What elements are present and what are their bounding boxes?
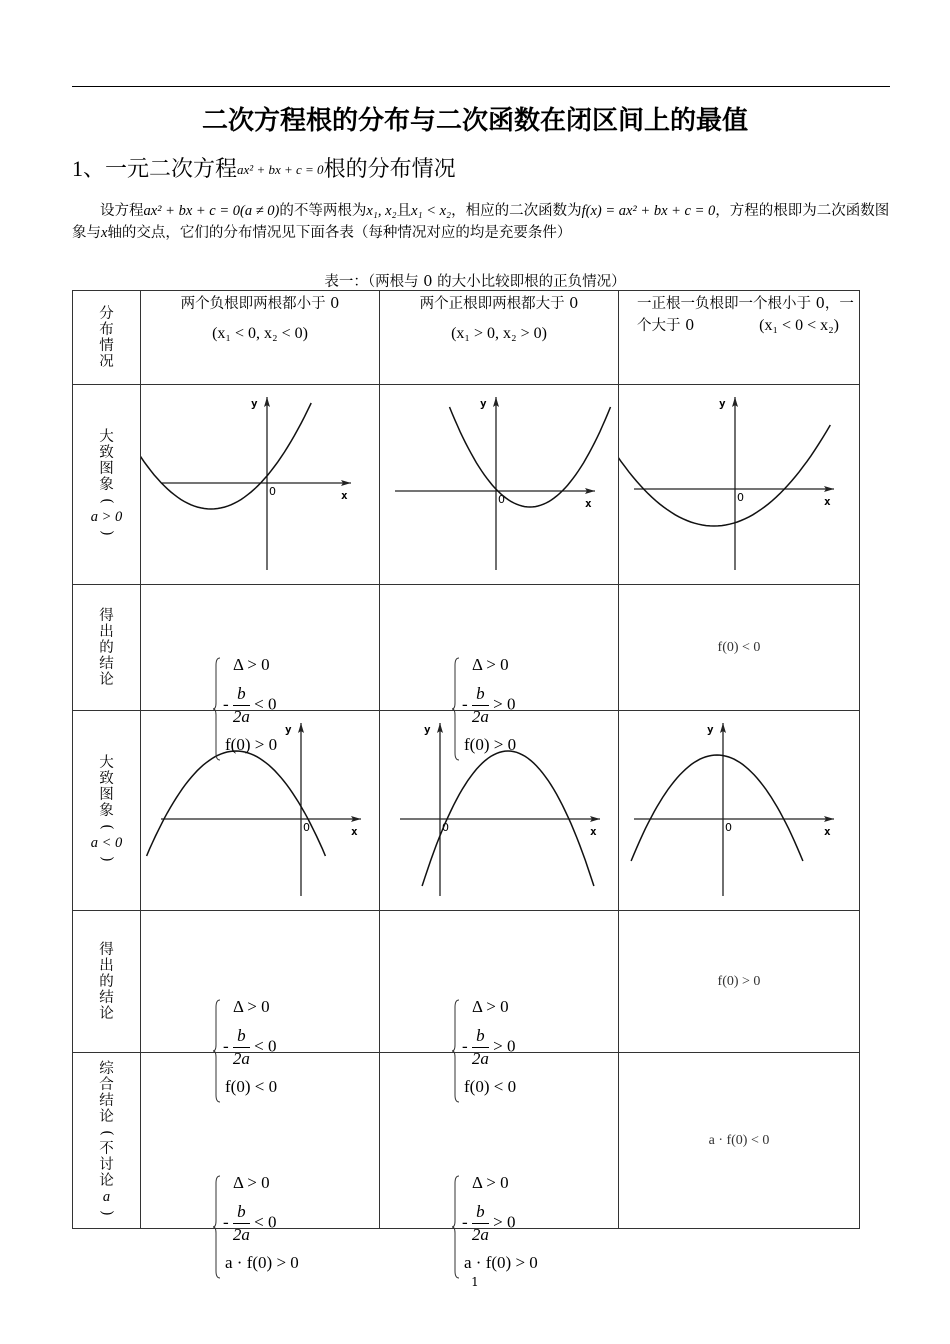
section-text-a: 一元二次方程 bbox=[105, 157, 238, 182]
graph-cell bbox=[380, 385, 619, 585]
row-label-distribution bbox=[73, 291, 141, 385]
header-text: 一正根一负根即一个根小于 0，一个大于 0 bbox=[637, 296, 854, 334]
condition-axis: - $\frac{b}{2a}$ < 0 bbox=[223, 683, 277, 726]
para-equation: ax² + bx + c = 0(a ≠ 0) bbox=[143, 203, 280, 219]
header-math: (x₁ < 0 < x₂) bbox=[759, 317, 839, 334]
condition-f0: f(0) < 0 bbox=[464, 1076, 517, 1096]
condition-f0: a · f(0) > 0 bbox=[464, 1252, 538, 1272]
x-label: x bbox=[590, 825, 597, 838]
combined-cell bbox=[619, 1053, 860, 1229]
row-label-text: 分 布 情 况 bbox=[99, 305, 114, 370]
condition-axis: - $\frac{b}{2a}$ < 0 bbox=[223, 1201, 277, 1244]
graph-cell bbox=[141, 385, 380, 585]
parabola-curve bbox=[147, 751, 326, 856]
parabola-curve bbox=[141, 403, 311, 509]
graph-cell bbox=[619, 385, 860, 585]
condition-axis: - $\frac{b}{2a}$ < 0 bbox=[223, 1025, 277, 1068]
condition-f0: f(0) > 0 bbox=[225, 734, 278, 754]
condition-f0: a · f(0) > 0 bbox=[225, 1252, 299, 1272]
condition-axis: - $\frac{b}{2a}$ > 0 bbox=[462, 683, 516, 726]
row-label-graph-negative bbox=[73, 711, 141, 911]
condition-discriminant: Δ > 0 bbox=[472, 1172, 509, 1192]
brace-icon bbox=[452, 657, 460, 761]
row-label-condition: a > 0 bbox=[90, 508, 123, 525]
page-title: 二次方程根的分布与二次函数在闭区间上的最值 bbox=[201, 106, 748, 136]
row-label-combined bbox=[73, 1053, 141, 1229]
parabola-up-two-negative bbox=[141, 385, 380, 584]
para-text: ，方程的根即为二次函数图象与 bbox=[72, 203, 890, 241]
row-label-conclusion-negative bbox=[73, 911, 141, 1053]
row-label-text: 综 合 结 论 bbox=[99, 1060, 114, 1125]
y-label: y bbox=[285, 723, 292, 736]
y-label: y bbox=[424, 723, 431, 736]
para-text: ，相应的二次函数为 bbox=[451, 203, 582, 219]
para-x: x bbox=[101, 225, 108, 241]
brace-icon bbox=[213, 999, 221, 1103]
page-number: 1 bbox=[471, 1275, 479, 1289]
condition-discriminant: Δ > 0 bbox=[472, 996, 509, 1016]
para-roots: x₁, x₂ bbox=[366, 203, 397, 219]
parabola-up-opposite bbox=[619, 385, 860, 584]
origin-label: 0 bbox=[725, 821, 732, 834]
parabola-down-opposite bbox=[619, 711, 860, 910]
paren-close: ) bbox=[98, 855, 115, 862]
y-label: y bbox=[707, 723, 714, 736]
header-text: 两个负根即两根都小于 0 bbox=[180, 296, 340, 312]
header-math: (x₁ > 0, x₂ > 0) bbox=[451, 325, 547, 342]
conclusion-cell bbox=[380, 911, 619, 1096]
row-label-note: 不 讨 论 bbox=[99, 1140, 114, 1189]
origin-label: 0 bbox=[269, 485, 276, 498]
table-caption: 表一：（两根与 0 的大小比较即根的正负情况） bbox=[324, 274, 626, 290]
para-text: 轴的交点，它们的分布情况见下面各表（每种情况对应的均是充要条件） bbox=[107, 225, 572, 241]
y-label: y bbox=[251, 397, 258, 410]
root-distribution-table bbox=[72, 290, 860, 1272]
condition-discriminant: Δ > 0 bbox=[472, 654, 509, 674]
row-label-text: 大 致 图 象 bbox=[99, 428, 114, 493]
origin-label: 0 bbox=[442, 821, 449, 834]
row-label-text: 得 出 的 结 论 bbox=[99, 607, 114, 688]
row-label-graph-positive bbox=[73, 385, 141, 585]
paren-open: ( bbox=[98, 1129, 115, 1136]
parabola-curve bbox=[631, 755, 803, 861]
x-label: x bbox=[341, 489, 348, 502]
paren-open: ( bbox=[98, 823, 115, 830]
section-heading bbox=[72, 152, 456, 183]
conclusion-row-negative bbox=[73, 911, 860, 1053]
origin-label: 0 bbox=[498, 493, 505, 506]
paren-close: ) bbox=[98, 529, 115, 536]
x-label: x bbox=[824, 825, 831, 838]
x-label: x bbox=[585, 497, 592, 510]
row-label-a: a bbox=[102, 1188, 111, 1205]
row-label-conclusion-positive bbox=[73, 585, 141, 711]
brace-icon bbox=[452, 1175, 460, 1279]
row-label-text: 大 致 图 象 bbox=[99, 754, 114, 819]
condition-axis: - $\frac{b}{2a}$ > 0 bbox=[462, 1025, 516, 1068]
paren-open: ( bbox=[98, 497, 115, 504]
section-text-b: 根的分布情况 bbox=[323, 157, 456, 182]
conclusion-row-positive bbox=[73, 585, 860, 711]
header-rule bbox=[72, 86, 890, 87]
condition-axis: - $\frac{b}{2a}$ > 0 bbox=[462, 1201, 516, 1244]
conclusion-cell bbox=[141, 585, 380, 754]
conclusion-text: a · f(0) < 0 bbox=[708, 1132, 770, 1148]
header-cell-opposite-signs bbox=[619, 291, 860, 385]
conclusion-cell bbox=[141, 911, 380, 1096]
y-label: y bbox=[480, 397, 487, 410]
origin-label: 0 bbox=[303, 821, 310, 834]
para-text: 设方程 bbox=[100, 203, 144, 219]
brace-icon bbox=[452, 999, 460, 1103]
y-label: y bbox=[719, 397, 726, 410]
conclusion-cell bbox=[380, 585, 619, 754]
row-label-condition: a < 0 bbox=[90, 834, 123, 851]
para-text: 且 bbox=[396, 203, 412, 219]
conclusion-cell bbox=[619, 585, 860, 711]
header-cell-two-positive bbox=[380, 291, 619, 385]
intro-paragraph bbox=[72, 200, 892, 244]
conclusion-cell bbox=[619, 911, 860, 1053]
x-label: x bbox=[824, 495, 831, 508]
para-order: x₁ < x₂ bbox=[411, 203, 452, 219]
condition-f0: f(0) < 0 bbox=[225, 1076, 278, 1096]
paren-close: ) bbox=[98, 1209, 115, 1216]
condition-discriminant: Δ > 0 bbox=[233, 654, 270, 674]
condition-discriminant: Δ > 0 bbox=[233, 1172, 270, 1192]
conclusion-text: f(0) > 0 bbox=[717, 973, 761, 989]
header-text: 两个正根即两根都大于 0 bbox=[419, 296, 579, 312]
condition-discriminant: Δ > 0 bbox=[233, 996, 270, 1016]
brace-icon bbox=[213, 1175, 221, 1279]
condition-f0: f(0) > 0 bbox=[464, 734, 517, 754]
para-function: f(x) = ax² + bx + c = 0 bbox=[581, 203, 716, 219]
header-math: (x₁ < 0, x₂ < 0) bbox=[212, 325, 308, 342]
parabola-up-two-positive bbox=[380, 385, 619, 584]
x-label: x bbox=[351, 825, 358, 838]
header-cell-two-negative bbox=[141, 291, 380, 385]
section-equation: ax² + bx + c = 0 bbox=[237, 162, 324, 177]
brace-icon bbox=[213, 657, 221, 761]
row-label-text: 得 出 的 结 论 bbox=[99, 941, 114, 1022]
parabola-curve bbox=[619, 425, 830, 526]
header-row bbox=[73, 291, 860, 385]
graph-row-positive bbox=[73, 385, 860, 585]
graph-cell bbox=[619, 711, 860, 911]
origin-label: 0 bbox=[737, 491, 744, 504]
para-text: 的不等两根为 bbox=[279, 203, 367, 219]
section-number: 1、 bbox=[72, 156, 106, 181]
conclusion-text: f(0) < 0 bbox=[717, 639, 761, 655]
